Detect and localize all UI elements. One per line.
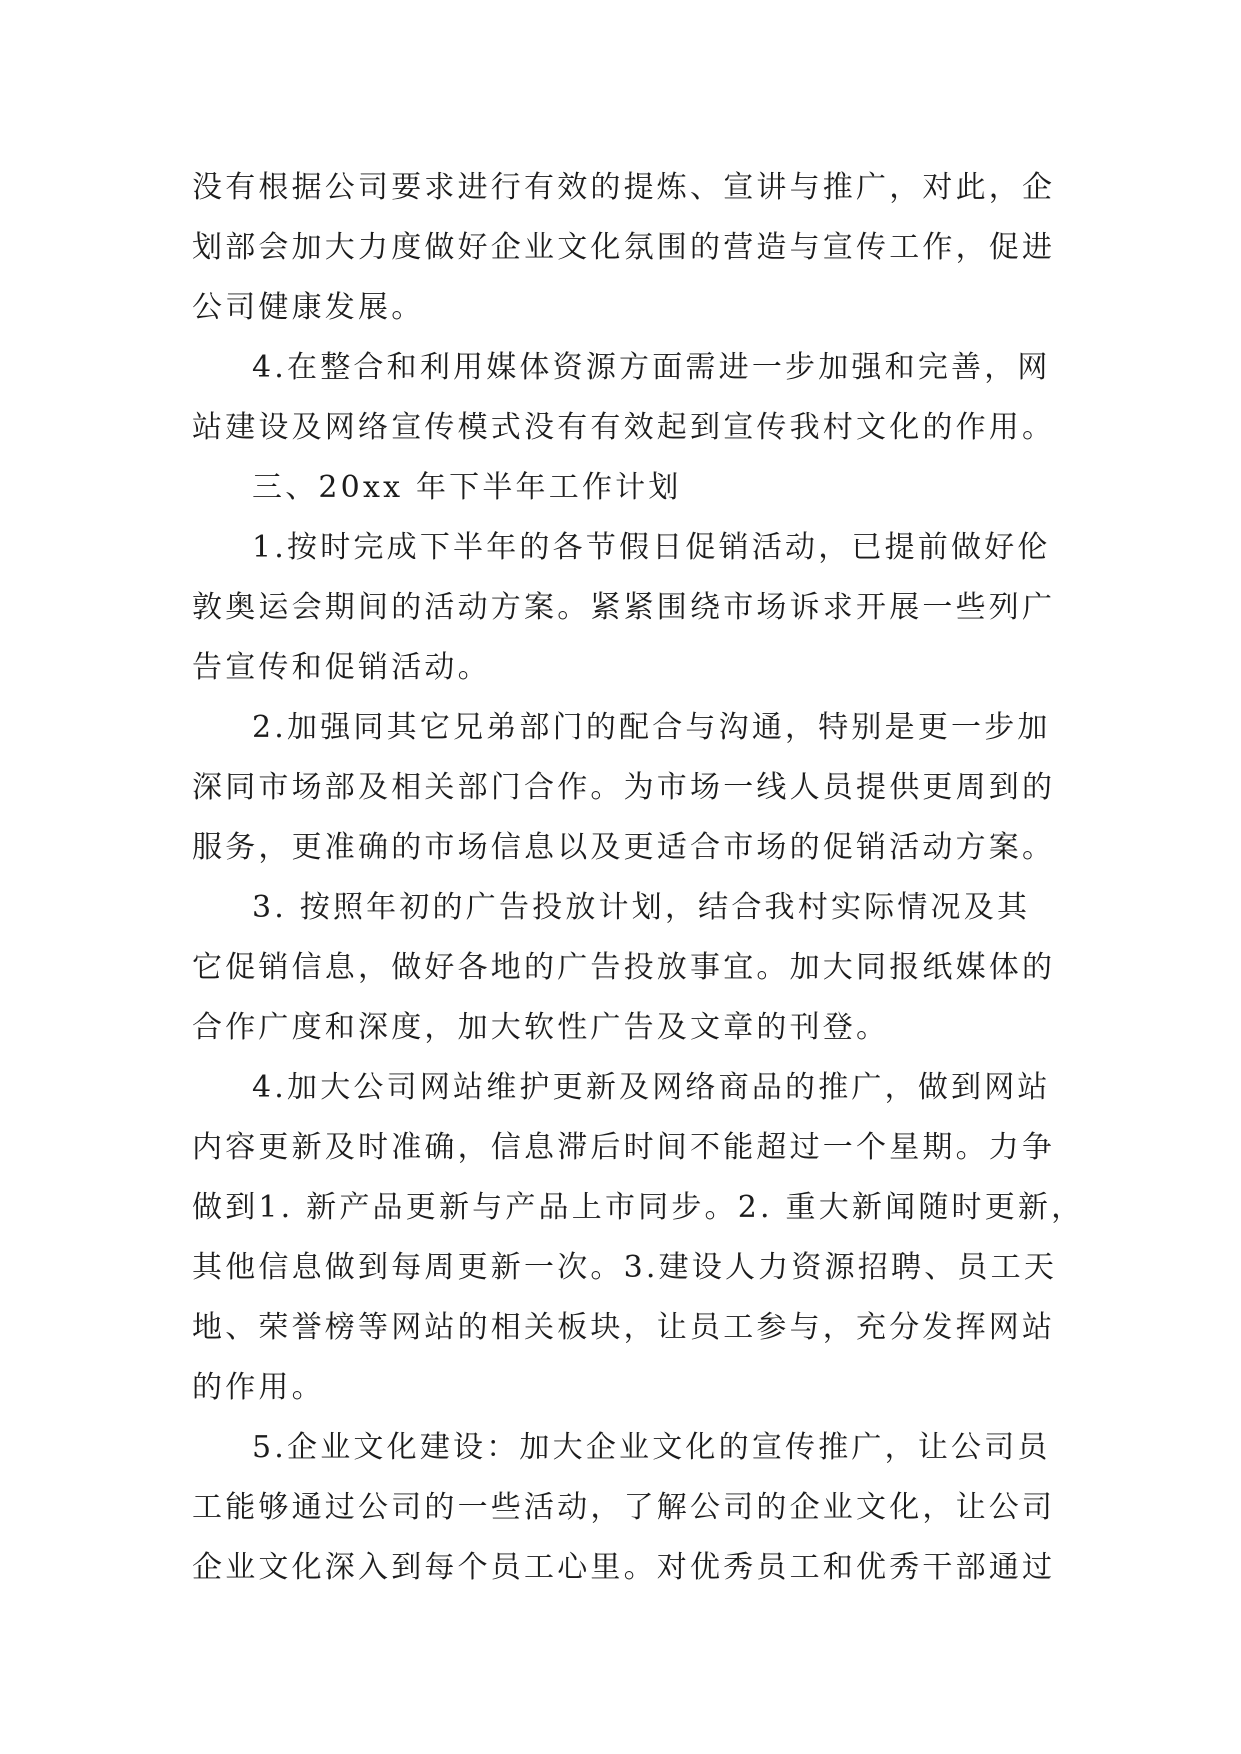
text-line: 站建设及网络宣传模式没有有效起到宣传我村文化的作用。 bbox=[192, 410, 1056, 445]
text-line: 公司健康发展。 bbox=[192, 290, 425, 325]
text-line: 2.加强同其它兄弟部门的配合与沟通，特别是更一步加 bbox=[252, 710, 1051, 745]
text-line: 5.企业文化建设：加大企业文化的宣传推广，让公司员 bbox=[252, 1430, 1051, 1465]
text-line: 企业文化深入到每个员工心里。对优秀员工和优秀干部通过 bbox=[192, 1550, 1056, 1585]
text-line: 合作广度和深度，加大软性广告及文章的刊登。 bbox=[192, 1010, 890, 1045]
text-line: 4.在整合和利用媒体资源方面需进一步加强和完善，网 bbox=[252, 350, 1051, 385]
text-line: 地、荣誉榜等网站的相关板块，让员工参与，充分发挥网站 bbox=[192, 1310, 1056, 1345]
section-heading: 三、20xx 年下半年工作计划 bbox=[252, 470, 682, 505]
text-line: 的作用。 bbox=[192, 1370, 325, 1405]
text-line: 3. 按照年初的广告投放计划，结合我村实际情况及其 bbox=[252, 890, 1031, 925]
text-line: 其他信息做到每周更新一次。3.建设人力资源招聘、员工天 bbox=[192, 1250, 1058, 1285]
text-line: 1.按时完成下半年的各节假日促销活动，已提前做好伦 bbox=[252, 530, 1051, 565]
text-line: 敦奥运会期间的活动方案。紧紧围绕市场诉求开展一些列广 bbox=[192, 590, 1056, 625]
text-line: 服务，更准确的市场信息以及更适合市场的促销活动方案。 bbox=[192, 830, 1056, 865]
text-line: 它促销信息，做好各地的广告投放事宜。加大同报纸媒体的 bbox=[192, 950, 1056, 985]
text-line: 4.加大公司网站维护更新及网络商品的推广，做到网站 bbox=[252, 1070, 1051, 1105]
text-line: 做到1. 新产品更新与产品上市同步。2. 重大新闻随时更新， bbox=[192, 1190, 1085, 1225]
document-body bbox=[192, 158, 1085, 1598]
text-line: 内容更新及时准确，信息滞后时间不能超过一个星期。力争 bbox=[192, 1130, 1056, 1165]
text-line: 划部会加大力度做好企业文化氛围的营造与宣传工作，促进 bbox=[192, 230, 1056, 265]
text-line: 工能够通过公司的一些活动，了解公司的企业文化，让公司 bbox=[192, 1490, 1056, 1525]
text-line: 深同市场部及相关部门合作。为市场一线人员提供更周到的 bbox=[192, 770, 1056, 805]
text-line: 告宣传和促销活动。 bbox=[192, 650, 491, 685]
text-line: 没有根据公司要求进行有效的提炼、宣讲与推广，对此，企 bbox=[192, 170, 1056, 205]
